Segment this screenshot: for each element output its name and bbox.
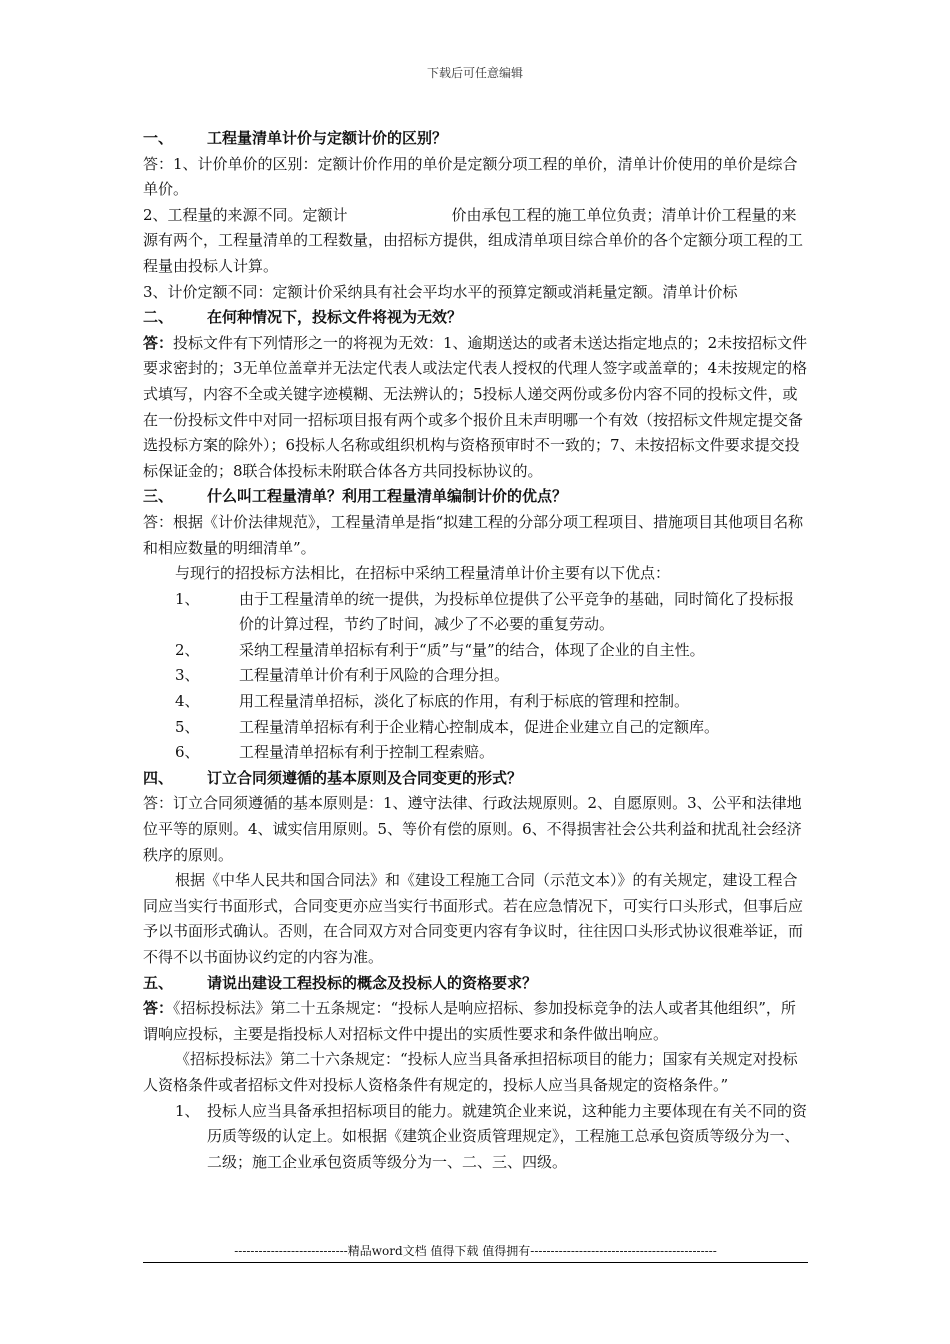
list-item: 2、 采纳工程量清单招标有利于“质”与“量”的结合，体现了企业的自主性。: [175, 640, 705, 659]
section-title: 在何种情况下，投标文件将视为无效？: [207, 308, 463, 327]
paragraph: 《招标投标法》第二十六条规定：“投标人应当具备承担招标项目的能力；国家有关规定对投标人资格条件或者招标文件对投标人资格条件有规定的，投标人应当具备规定的资格条件。”: [143, 1050, 798, 1094]
section-number: 一、: [143, 129, 174, 147]
section-5-heading: [143, 971, 808, 997]
paragraph: 根据《中华人民共和国合同法》和《建设工程施工合同（示范文本）》的有关规定，建设工程合同应当实行书面形式，合同变更亦应当实行书面形式。若在应急情况下，可实行口头形式，但事后应予以书面形式确认。否则，在合同双方对合同变更内容有争议时，往往因口头形式协议很难举证，而不得不以书面协议约定的内容为准。: [143, 871, 804, 966]
section-number: 二、: [143, 308, 174, 327]
section-3-heading: [143, 484, 808, 510]
section-title: 工程量清单计价与定额计价的区别？: [207, 129, 448, 147]
section-2-heading: [143, 305, 808, 331]
paragraph: 答：订立合同须遵循的基本原则是：1、遵守法律、行政法规原则。2、自愿原则。3、公平和法律地位平等的原则。4、诚实信用原则。5、等价有偿的原则。6、不得损害社会公共利益和扰乱社会经济秩序的原则。: [143, 794, 802, 864]
section-title: 什么叫工程量清单？利用工程量清单编制计价的优点？: [207, 487, 568, 506]
paragraph: 答：根据《计价法律规范》，工程量清单是指“拟建工程的分部分项工程项目、措施项目其他项目名称和相应数量的明细清单”。: [143, 512, 804, 557]
list-item: 4、 用工程量清单招标，淡化了标底的作用，有利于标底的管理和控制。: [175, 692, 690, 711]
paragraph: 答：1、计价单价的区别：定额计价作用的单价是定额分项工程的单价，清单计价使用的单价是综合单价。: [143, 154, 798, 199]
paragraph: 答：《招标投标法》第二十五条规定：“投标人是响应招标、参加投标竞争的法人或者其他组织”，所谓响应投标，主要是指投标人对招标文件中提出的实质性要求和条件做出响应。: [143, 999, 796, 1043]
section-title: 订立合同须遵循的基本原则及合同变更的形式？: [207, 768, 523, 787]
paragraph: 3、计价定额不同：定额计价采纳具有社会平均水平的预算定额或消耗量定额。清单计价标: [143, 282, 738, 301]
section-number: 四、: [143, 768, 174, 787]
paragraph: 2、工程量的来源不同。定额计 价由承包工程的施工单位负责；清单计价工程量的来源有两个，工程量清单的工程数量，由招标方提供，组成清单项目综合单价的各个定额分项工程的工程量由投标人计算。: [143, 205, 804, 275]
paragraph: 与现行的招投标方法相比，在招标中采纳工程量清单计价主要有以下优点：: [175, 564, 671, 583]
paragraph: 答：投标文件有下列情形之一的将视为无效：1、逾期送达的或者未送达指定地点的；2未按招标文件要求密封的；3无单位盖章并无法定代表人或法定代表人授权的代理人签字或盖章的；4未按规定的格式填写，内容不全或关键字迹模糊、无法辨认的；5投标人递交两份或多份内容不同的投标文件，或在一份投标文件中对同一招标项目报有两个或多个报价且未声明哪一个有效（按招标文件规定提交备选投标方案的除外）；6投标人名称或组织机构与资格预审时不一致的；7、未按招标文件要求提交投标保证金的；8联合体投标未附联合体各方共同投标协议的。: [143, 333, 808, 480]
section-4-heading: [143, 766, 808, 792]
list-item: 3、 工程量清单计价有利于风险的合理分担。: [175, 666, 510, 685]
list-item: 1、 由于工程量清单的统一提供，为投标单位提供了公平竞争的基础，同时简化了投标报价的计算过程，节约了时间，减少了不必要的重复劳动。: [175, 589, 795, 634]
section-1-heading: [143, 126, 808, 152]
section-number: 三、: [143, 487, 174, 506]
list-item: 1、 投标人应当具备承担招标项目的能力。就建筑企业来说，这种能力主要体现在有关不同的资历质等级的认定上。如根据《建筑企业资质管理规定》，工程施工总承包资质等级分为一、二级；施工企业承包资质等级分为一、二、三、四级。: [175, 1101, 808, 1171]
section-number: 五、: [143, 973, 174, 992]
document-body: [143, 126, 808, 1175]
list-item: 6、 工程量清单招标有利于控制工程索赔。: [175, 743, 495, 762]
section-title: 请说出建设工程投标的概念及投标人的资格要求？: [207, 973, 538, 992]
page-header: 下载后可任意编辑: [426, 66, 523, 80]
list-item: 5、 工程量清单招标有利于企业精心控制成本，促进企业建立自己的定额库。: [175, 717, 720, 736]
page-footer: ----------------------------精品word文档 值得下载 值得拥有----------------------------------------------: [143, 1243, 808, 1263]
